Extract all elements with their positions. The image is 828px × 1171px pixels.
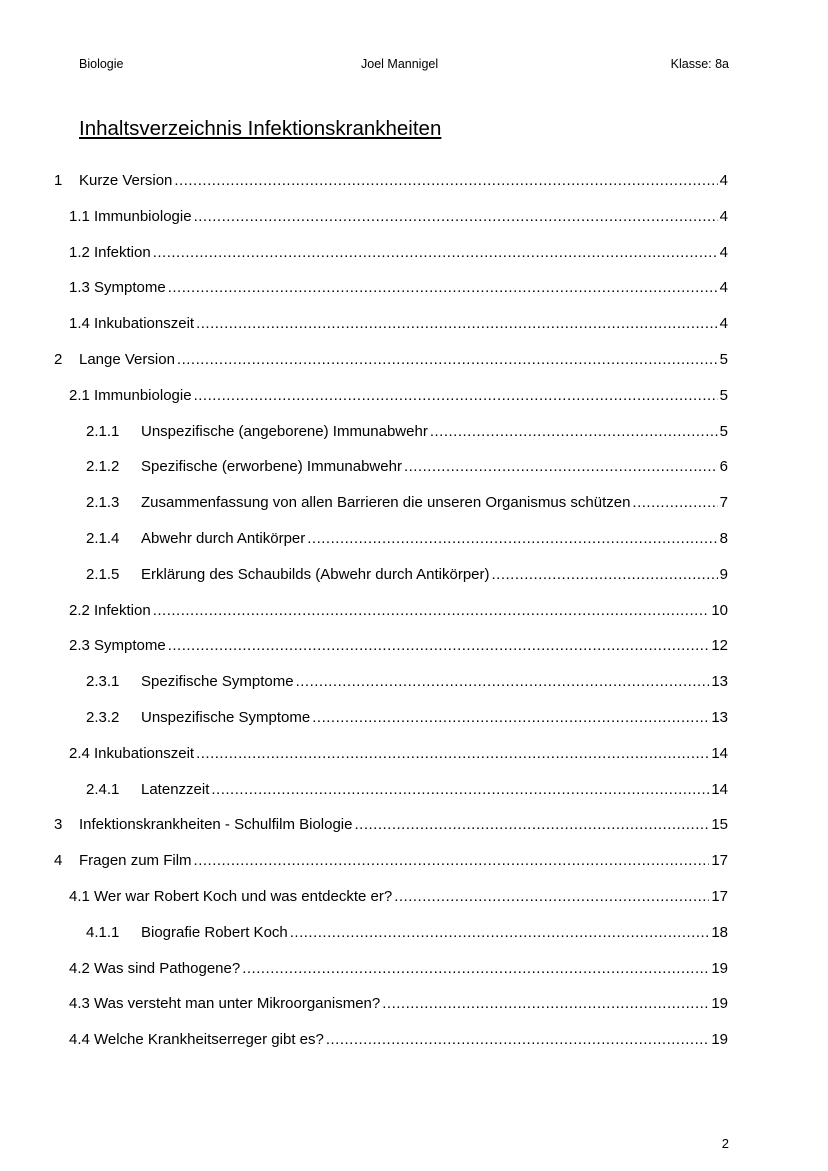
toc-label: Spezifische (erworbene) Immunabwehr — [141, 458, 402, 475]
toc-entry[interactable] — [69, 743, 728, 765]
toc-leader — [354, 814, 709, 836]
toc-label: Abwehr durch Antikörper — [141, 530, 306, 547]
page-title: Inhaltsverzeichnis Infektionskrankheiten — [79, 117, 442, 140]
toc-leader — [194, 385, 718, 407]
toc-label: Kurze Version — [79, 172, 173, 189]
toc-leader — [194, 206, 718, 228]
toc-number: 2.4.1 — [86, 781, 120, 798]
toc-page: 7 — [719, 494, 728, 511]
toc-entry[interactable] — [54, 170, 728, 192]
toc-label: Welche Krankheitserreger gibt es? — [94, 1031, 324, 1048]
toc-page: 19 — [711, 995, 728, 1012]
toc-leader — [211, 779, 709, 801]
toc-number: 1.3 — [69, 279, 90, 296]
toc-page: 19 — [711, 960, 728, 977]
toc-page: 4 — [719, 208, 728, 225]
toc-page: 4 — [719, 279, 728, 296]
toc-label: Symptome — [94, 279, 166, 296]
toc-number: 2.3.1 — [86, 673, 120, 690]
toc-number: 2.1.5 — [86, 566, 120, 583]
toc-entry[interactable] — [54, 850, 728, 872]
toc-number: 4.3 — [69, 995, 90, 1012]
toc-label: Fragen zum Film — [79, 852, 192, 869]
toc-leader — [168, 635, 710, 657]
toc-label: Immunbiologie — [94, 387, 192, 404]
header-class: Klasse: 8a — [670, 57, 729, 71]
toc-number: 2.1.4 — [86, 530, 120, 547]
toc-number: 3 — [54, 816, 63, 833]
toc-page: 17 — [711, 852, 728, 869]
toc-page: 13 — [711, 673, 728, 690]
toc-number: 1.1 — [69, 208, 90, 225]
toc-leader — [194, 850, 710, 872]
toc-leader — [492, 564, 718, 586]
toc-page: 15 — [711, 816, 728, 833]
toc-label: Spezifische Symptome — [141, 673, 294, 690]
toc-label: Symptome — [94, 637, 166, 654]
toc-leader — [153, 600, 710, 622]
toc-entry[interactable] — [86, 456, 728, 478]
toc-leader — [326, 1029, 709, 1051]
toc-label: Was versteht man unter Mikroorganismen? — [94, 995, 381, 1012]
toc-leader — [632, 492, 717, 514]
toc-number: 2.2 — [69, 602, 90, 619]
toc-entry[interactable] — [69, 277, 728, 299]
toc-leader — [382, 993, 709, 1015]
toc-number: 2.1 — [69, 387, 90, 404]
toc-leader — [404, 456, 718, 478]
toc-label: Immunbiologie — [94, 208, 192, 225]
toc-leader — [290, 922, 710, 944]
toc-leader — [307, 528, 717, 550]
toc-page: 9 — [719, 566, 728, 583]
toc-label: Inkubationszeit — [94, 745, 195, 762]
toc-entry[interactable] — [69, 313, 728, 335]
toc-leader — [168, 277, 718, 299]
toc-number: 2.1.1 — [86, 423, 120, 440]
toc-page: 17 — [711, 888, 728, 905]
toc-leader — [394, 886, 709, 908]
page-number: 2 — [721, 1136, 729, 1151]
toc-number: 4.1 — [69, 888, 90, 905]
toc-page: 19 — [711, 1031, 728, 1048]
toc-entry[interactable] — [86, 922, 728, 944]
toc-page: 12 — [711, 637, 728, 654]
toc-page: 14 — [711, 745, 728, 762]
toc-leader — [430, 421, 718, 443]
toc-label: Unspezifische (angeborene) Immunabwehr — [141, 423, 428, 440]
toc-number: 2 — [54, 351, 63, 368]
toc-number: 1.4 — [69, 315, 90, 332]
toc-number: 2.3.2 — [86, 709, 120, 726]
toc-leader — [242, 958, 709, 980]
toc-number: 2.4 — [69, 745, 90, 762]
toc-entry[interactable] — [69, 1029, 728, 1051]
toc-entry[interactable] — [86, 421, 728, 443]
toc-page: 8 — [719, 530, 728, 547]
toc-page: 14 — [711, 781, 728, 798]
toc-entry[interactable] — [54, 349, 728, 371]
toc-number: 4.4 — [69, 1031, 90, 1048]
toc-entry[interactable] — [86, 492, 728, 514]
toc-entry[interactable] — [86, 707, 728, 729]
toc-leader — [174, 170, 717, 192]
toc-page: 18 — [711, 924, 728, 941]
toc-number: 2.3 — [69, 637, 90, 654]
toc-entry[interactable] — [69, 958, 728, 980]
toc-label: Latenzzeit — [141, 781, 210, 798]
toc-leader — [196, 313, 718, 335]
toc-entry[interactable] — [86, 528, 728, 550]
toc-entry[interactable] — [69, 206, 728, 228]
toc-leader — [153, 242, 718, 264]
toc-entry[interactable] — [69, 600, 728, 622]
toc-page: 5 — [719, 351, 728, 368]
page-header — [0, 57, 828, 73]
toc-entry[interactable] — [69, 635, 728, 657]
header-subject: Biologie — [79, 57, 124, 71]
toc-number: 1.2 — [69, 244, 90, 261]
toc-entry[interactable] — [86, 564, 728, 586]
toc-number: 2.1.2 — [86, 458, 120, 475]
toc-entry[interactable] — [54, 814, 728, 836]
toc-label: Zusammenfassung von allen Barrieren die unseren Organismus schützen — [141, 494, 631, 511]
toc-label: Lange Version — [79, 351, 175, 368]
toc-label: Erklärung des Schaubilds (Abwehr durch Antikörper) — [141, 566, 490, 583]
toc-entry[interactable] — [69, 242, 728, 264]
toc-label: Biografie Robert Koch — [141, 924, 288, 941]
toc-number: 4.2 — [69, 960, 90, 977]
toc-entry[interactable] — [86, 779, 728, 801]
toc-label: Infektion — [94, 244, 151, 261]
toc-label: Was sind Pathogene? — [94, 960, 241, 977]
toc-page: 4 — [719, 172, 728, 189]
toc-label: Infektion — [94, 602, 151, 619]
toc-page: 10 — [711, 602, 728, 619]
toc-label: Unspezifische Symptome — [141, 709, 311, 726]
toc-leader — [177, 349, 718, 371]
toc-entry[interactable] — [69, 993, 728, 1015]
toc-label: Inkubationszeit — [94, 315, 195, 332]
toc-leader — [196, 743, 709, 765]
toc-entry[interactable] — [69, 385, 728, 407]
toc-page: 5 — [719, 423, 728, 440]
toc-label: Infektionskrankheiten - Schulfilm Biologie — [79, 816, 353, 833]
toc-page: 5 — [719, 387, 728, 404]
toc-page: 4 — [719, 315, 728, 332]
toc-number: 1 — [54, 172, 63, 189]
toc-label: Wer war Robert Koch und was entdeckte er? — [94, 888, 393, 905]
toc-number: 2.1.3 — [86, 494, 120, 511]
toc-page: 4 — [719, 244, 728, 261]
toc-page: 13 — [711, 709, 728, 726]
header-author: Joel Mannigel — [361, 57, 439, 71]
toc-entry[interactable] — [69, 886, 728, 908]
toc-number: 4.1.1 — [86, 924, 120, 941]
toc-entry[interactable] — [86, 671, 728, 693]
toc-leader — [296, 671, 710, 693]
toc-leader — [312, 707, 709, 729]
toc-page: 6 — [719, 458, 728, 475]
toc-number: 4 — [54, 852, 63, 869]
